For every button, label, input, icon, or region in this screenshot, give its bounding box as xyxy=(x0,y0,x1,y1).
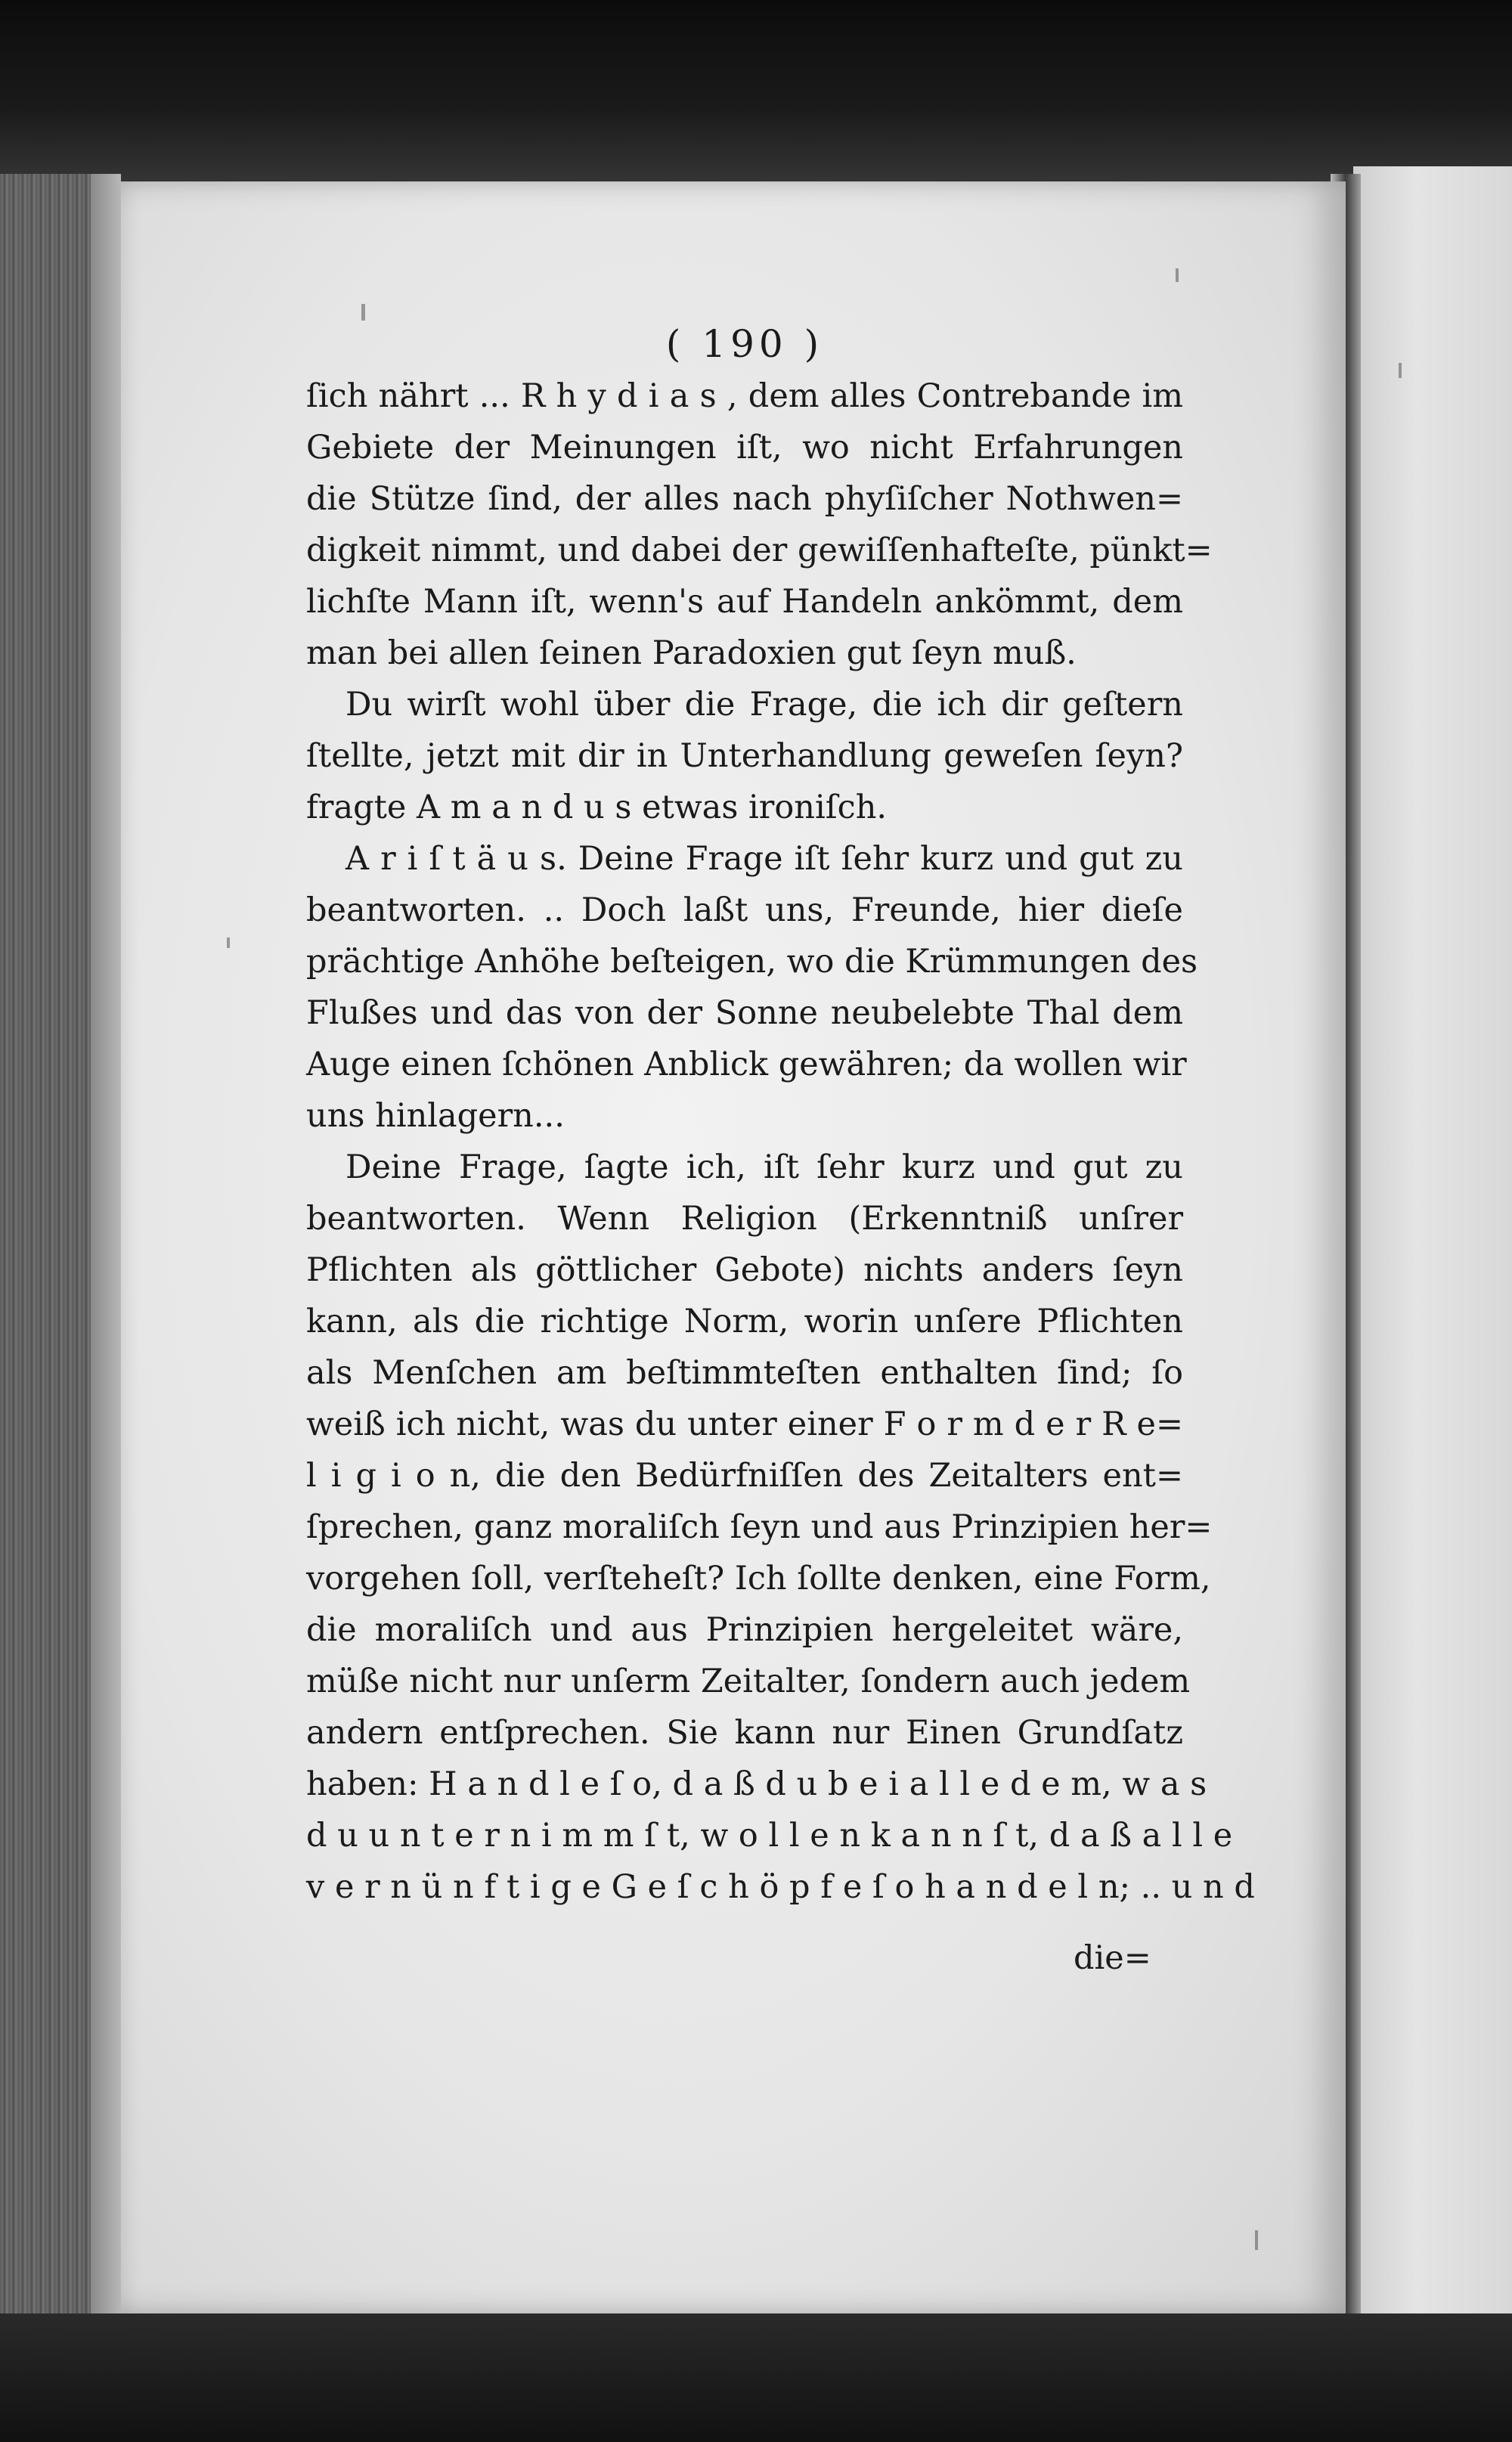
page-text xyxy=(306,318,1255,1913)
text-line: l i g i o n, die den Bedürfniſſen des Zeitalters ent= xyxy=(306,1457,1183,1495)
facing-page xyxy=(1353,166,1512,2359)
paragraph xyxy=(306,370,1213,679)
paragraph xyxy=(306,679,1183,833)
text-line: haben: H a n d l e ſ o, d a ß d u b e i a l l e d e m, w a s xyxy=(306,1765,1207,1803)
paragraph xyxy=(306,1142,1255,1913)
text-line: weiß ich nicht, was du unter einer F o r m d e r R e= xyxy=(306,1405,1183,1443)
book-top-edge xyxy=(0,0,1512,197)
page-edge-stack xyxy=(0,174,121,2321)
text-line: ſtellte, jetzt mit dir in Unterhandlung geweſen ſeyn? xyxy=(306,737,1183,775)
text-line: fragte A m a n d u s etwas ironiſch. xyxy=(306,789,888,826)
text-line: man bei allen ſeinen Paradoxien gut ſeyn muß. xyxy=(306,634,1077,672)
text-line: als Menſchen am beſtimmteſten enthalten ſind; ſo xyxy=(306,1354,1183,1392)
text-line: kann, als die richtige Norm, worin unſere Pflichten xyxy=(306,1303,1183,1340)
paragraph-container xyxy=(306,370,1255,1913)
text-line: die Stütze ſind, der alles nach phyſiſcher Nothwen= xyxy=(306,480,1183,518)
text-line: Du wirſt wohl über die Frage, die ich dir geſtern xyxy=(345,686,1183,724)
text-line: v e r n ü n f t i g e G e ſ c h ö p f e ſ o h a n d e l n; .. u n d xyxy=(306,1868,1255,1906)
text-line: beantworten. Wenn Religion (Erkenntniß unſrer xyxy=(306,1200,1183,1238)
paper-speck xyxy=(1255,2230,1258,2250)
catchword: die= xyxy=(1074,1939,1151,1977)
text-line: digkeit nimmt, und dabei der gewiſſenhafteſte, pünkt= xyxy=(306,531,1213,569)
text-line: andern entſprechen. Sie kann nur Einen Grundſatz xyxy=(306,1714,1183,1752)
page-number: ( 190 ) xyxy=(665,322,824,366)
paragraph xyxy=(306,833,1198,1142)
text-line: uns hinlagern... xyxy=(306,1097,565,1135)
text-line: müße nicht nur unſerm Zeitalter, ſondern auch jedem xyxy=(306,1663,1191,1700)
paper-speck xyxy=(1176,268,1179,282)
text-line: die moraliſch und aus Prinzipien hergeleitet wäre, xyxy=(306,1611,1183,1649)
text-line: beantworten. .. Doch laßt uns, Freunde, hier dieſe xyxy=(306,891,1183,929)
text-line: vorgehen ſoll, verſteheſt? Ich ſollte denken, eine Form, xyxy=(306,1560,1211,1598)
text-line: Auge einen ſchönen Anblick gewähren; da wollen wir xyxy=(306,1046,1187,1083)
text-line: Flußes und das von der Sonne neubelebte Thal dem xyxy=(306,994,1183,1032)
text-line: A r i ſ t ä u s. Deine Frage iſt ſehr kurz und gut zu xyxy=(345,840,1183,878)
text-line: Gebiete der Meinungen iſt, wo nicht Erfahrungen xyxy=(306,429,1183,466)
paper-speck xyxy=(227,937,230,948)
text-line: prächtige Anhöhe beſteigen, wo die Krümmungen des xyxy=(306,943,1198,981)
text-line: ſprechen, ganz moraliſch ſeyn und aus Prinzipien her= xyxy=(306,1508,1213,1546)
text-line: lichſte Mann iſt, wenn's auf Handeln ankömmt, dem xyxy=(306,583,1183,621)
paper-speck xyxy=(1399,363,1402,378)
text-line: ſich nährt ... R h y d i a s , dem alles Contrebande im xyxy=(306,377,1183,415)
text-line: Deine Frage, ſagte ich, iſt ſehr kurz und gut zu xyxy=(345,1148,1183,1186)
bottom-background xyxy=(0,2313,1512,2442)
text-line: Pflichten als göttlicher Gebote) nichts anders ſeyn xyxy=(306,1251,1183,1289)
text-line: d u u n t e r n i m m ſ t, w o l l e n k a n n ſ t, d a ß a l l e xyxy=(306,1817,1233,1855)
